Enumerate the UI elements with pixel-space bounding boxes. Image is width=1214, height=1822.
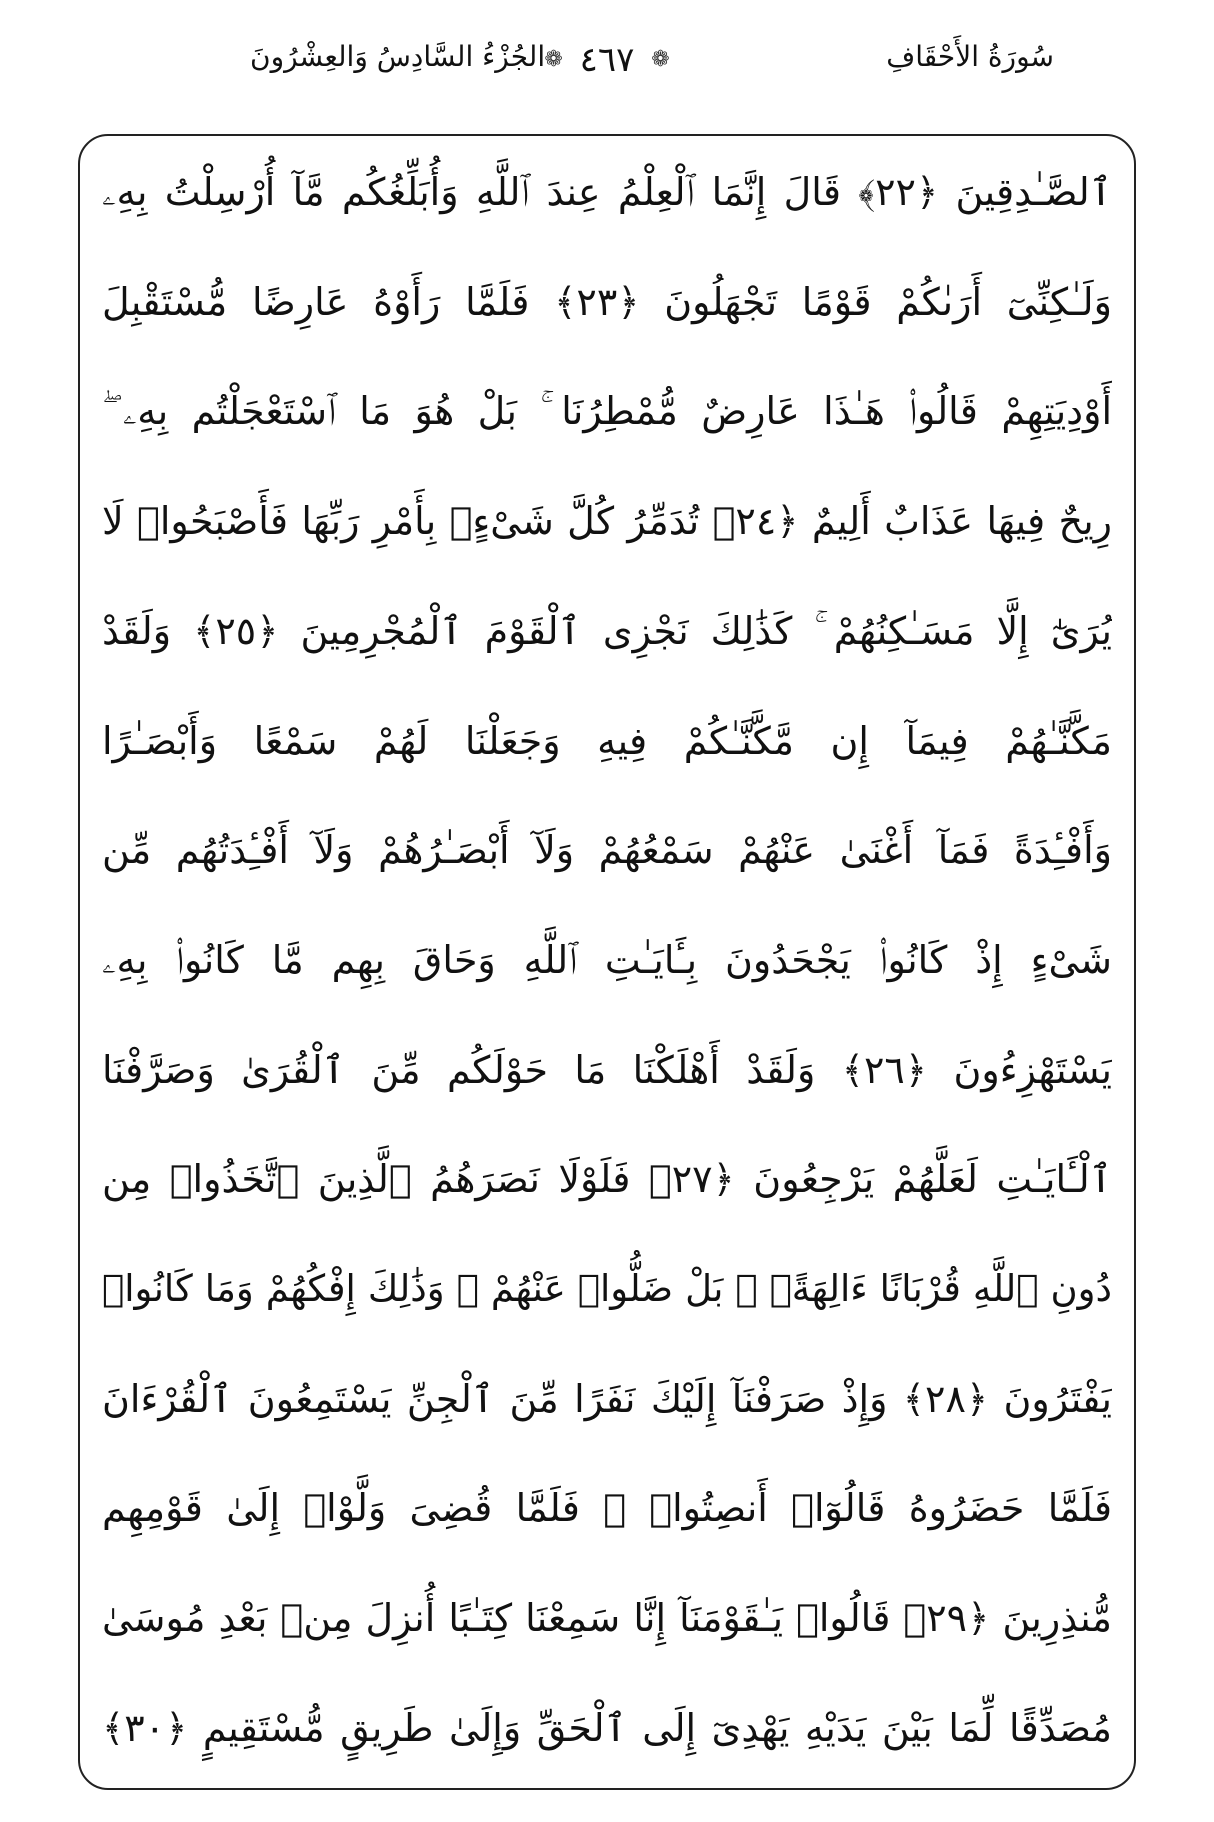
text-line: دُونِ ٱللَّهِ قُرْبَانًا ءَالِهَةًۢ ۖ بَلْ ضَلُّوا۟ عَنْهُمْ ۚ وَذَٰلِكَ إِفْكُهُمْ وَمَا كَانُوا۟ xyxy=(102,1267,1112,1311)
text-body xyxy=(102,152,1112,1768)
page-frame xyxy=(78,134,1136,1790)
text-line: شَىْءٍ إِذْ كَانُوا۟ يَجْحَدُونَ بِـَٔايَـٰتِ ٱللَّهِ وَحَاقَ بِهِم مَّا كَانُوا۟ بِهِۦ xyxy=(102,937,1112,982)
ornament-right-icon: ❁ xyxy=(651,47,670,72)
page-header xyxy=(0,30,1214,100)
text-line: وَأَفْـِٔدَةً فَمَآ أَغْنَىٰ عَنْهُمْ سَمْعُهُمْ وَلَآ أَبْصَـٰرُهُمْ وَلَآ أَفْـِٔدَتُهُم مِّن xyxy=(102,828,1112,873)
text-line: مَكَّنَّـٰهُمْ فِيمَآ إِن مَّكَّنَّـٰكُمْ فِيهِ وَجَعَلْنَا لَهُمْ سَمْعًا وَأَبْصَـٰرًا xyxy=(102,718,1112,763)
text-line: ٱلصَّـٰدِقِينَ ﴿٢٢﴾ قَالَ إِنَّمَا ٱلْعِلْمُ عِندَ ٱللَّهِ وَأُبَلِّغُكُم مَّآ أُرْسِلْتُ بِهِۦ xyxy=(102,170,1112,214)
ornament-left-icon: ❁ xyxy=(544,47,563,72)
text-line: يَفْتَرُونَ ﴿٢٨﴾ وَإِذْ صَرَفْنَآ إِلَيْكَ نَفَرًا مِّنَ ٱلْجِنِّ يَسْتَمِعُونَ ٱلْقُرْءَانَ xyxy=(102,1376,1112,1421)
text-line: يُرَىٰٓ إِلَّا مَسَـٰكِنُهُمْ ۚ كَذَٰلِكَ نَجْزِى ٱلْقَوْمَ ٱلْمُجْرِمِينَ ﴿٢٥﴾ وَلَقَدْ xyxy=(102,608,1112,653)
text-line: رِيحٌ فِيهَا عَذَابٌ أَلِيمٌ ﴿٢٤﴾ تُدَمِّرُ كُلَّ شَىْءٍۭ بِأَمْرِ رَبِّهَا فَأَصْبَحُوا۟ لَا xyxy=(102,499,1112,544)
surah-name: سُورَةُ الأَحْقَافِ xyxy=(886,40,1054,73)
text-line: يَسْتَهْزِءُونَ ﴿٢٦﴾ وَلَقَدْ أَهْلَكْنَا مَا حَوْلَكُم مِّنَ ٱلْقُرَىٰ وَصَرَّفْنَا xyxy=(102,1047,1112,1092)
page-number: ٤٦٧ xyxy=(579,39,635,80)
text-line: أَوْدِيَتِهِمْ قَالُوا۟ هَـٰذَا عَارِضٌ مُّمْطِرُنَا ۚ بَلْ هُوَ مَا ٱسْتَعْجَلْتُم بِهِۦ ۖ xyxy=(102,389,1112,434)
text-line: مُّنذِرِينَ ﴿٢٩﴾ قَالُوا۟ يَـٰقَوْمَنَآ إِنَّا سَمِعْنَا كِتَـٰبًا أُنزِلَ مِنۢ بَعْدِ مُوسَىٰ xyxy=(102,1596,1112,1641)
text-line: ٱلْـَٔايَـٰتِ لَعَلَّهُمْ يَرْجِعُونَ ﴿٢٧﴾ فَلَوْلَا نَصَرَهُمُ ٱلَّذِينَ ٱتَّخَذُوا۟ مِن xyxy=(102,1157,1112,1202)
juz-name: الجُزْءُ السَّادِسُ وَالعِشْرُونَ xyxy=(250,40,546,73)
text-line: مُصَدِّقًا لِّمَا بَيْنَ يَدَيْهِ يَهْدِىٓ إِلَى ٱلْحَقِّ وَإِلَىٰ طَرِيقٍ مُّسْتَقِيمٍ ﴿٣٠﴾ xyxy=(102,1705,1112,1750)
text-line: فَلَمَّا حَضَرُوهُ قَالُوٓا۟ أَنصِتُوا۟ ۖ فَلَمَّا قُضِىَ وَلَّوْا۟ إِلَىٰ قَوْمِهِم xyxy=(102,1486,1112,1531)
text-line: وَلَـٰكِنِّىٓ أَرَىٰكُمْ قَوْمًا تَجْهَلُونَ ﴿٢٣﴾ فَلَمَّا رَأَوْهُ عَارِضًا مُّسْتَقْبِلَ xyxy=(102,279,1112,324)
